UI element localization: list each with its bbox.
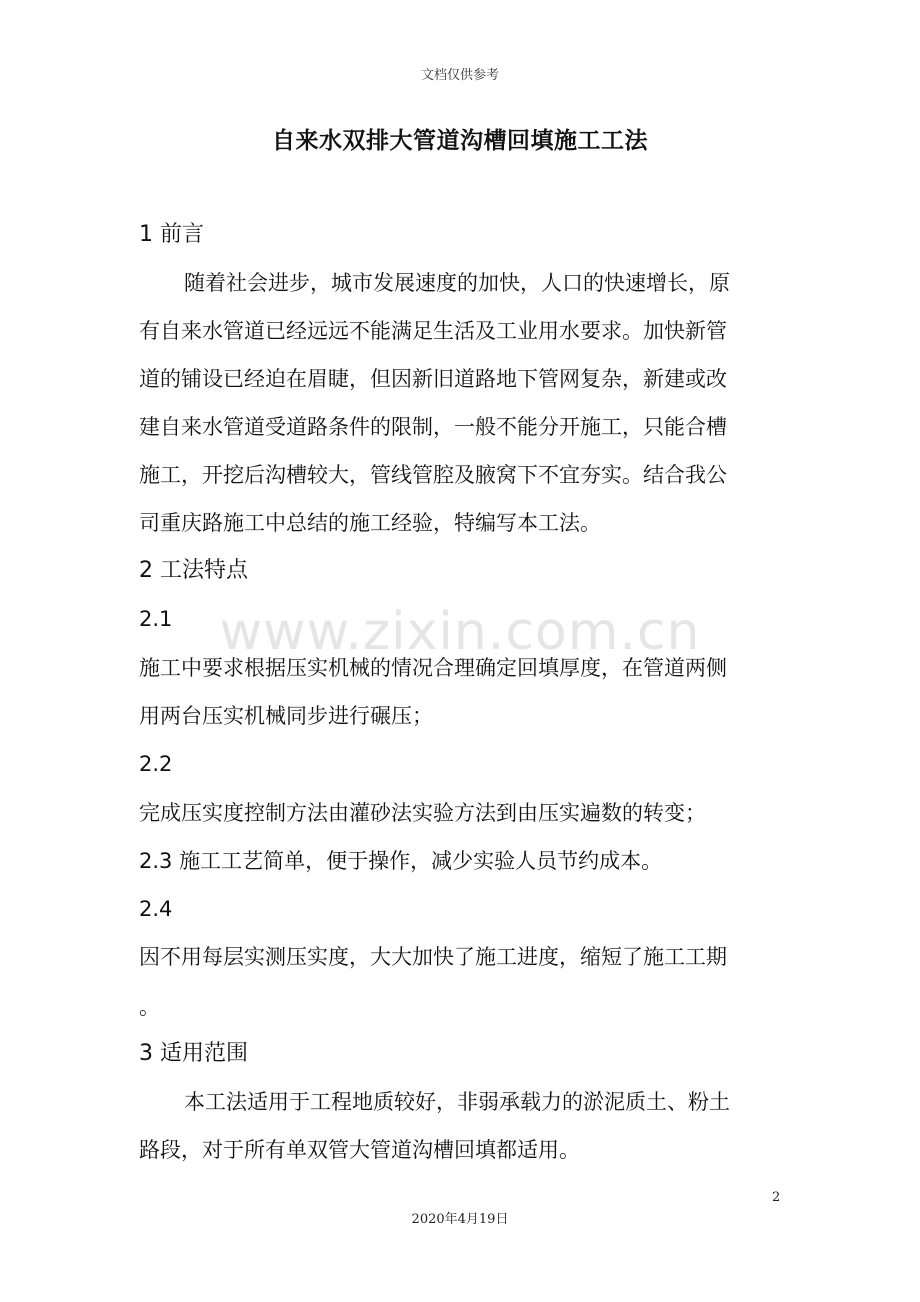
- paragraph-line: 随着社会进步，城市发展速度的加快，人口的快速增长，原: [184, 271, 730, 295]
- section-heading-features: 2 工法特点: [139, 558, 248, 583]
- item-number: 2.4: [139, 897, 173, 921]
- paragraph-line: 道的铺设已经迫在眉睫，但因新旧道路地下管网复杂，新建或改: [139, 367, 727, 391]
- paragraph-line: 2.3 施工工艺简单，便于操作，减少实验人员节约成本。: [139, 849, 663, 873]
- paragraph-line: 。: [139, 995, 160, 1019]
- paragraph-line: 因不用每层实测压实度，大大加快了施工进度，缩短了施工工期: [139, 945, 727, 969]
- paragraph-line: 施工，开挖后沟槽较大，管线管腔及腋窝下不宜夯实。结合我公: [139, 463, 727, 487]
- paragraph-line: 用两台压实机械同步进行碾压；: [139, 704, 433, 728]
- paragraph-line: 司重庆路施工中总结的施工经验，特编写本工法。: [139, 511, 601, 535]
- paragraph-line: 建自来水管道受道路条件的限制，一般不能分开施工，只能合槽: [139, 415, 727, 439]
- footer-date: 2020年4月19日: [411, 1212, 509, 1227]
- document-title: 自来水双排大管道沟槽回填施工工法: [272, 128, 648, 154]
- header-note: 文档仅供参考: [420, 68, 499, 83]
- paragraph-line: 本工法适用于工程地质较好，非弱承载力的淤泥质土、粉土: [184, 1090, 730, 1114]
- paragraph-line: 路段，对于所有单双管大管道沟槽回填都适用。: [139, 1138, 580, 1162]
- watermark: www.zixin.com.cn: [219, 602, 701, 662]
- section-heading-preface: 1 前言: [139, 222, 204, 247]
- paragraph-line: 有自来水管道已经远远不能满足生活及工业用水要求。加快新管: [139, 319, 727, 343]
- item-number: 2.1: [139, 607, 173, 631]
- item-number: 2.2: [139, 752, 173, 776]
- paragraph-line: 施工中要求根据压实机械的情况合理确定回填厚度，在管道两侧: [139, 656, 727, 680]
- paragraph-line: 完成压实度控制方法由灌砂法实验方法到由压实遍数的转变；: [139, 801, 706, 825]
- section-heading-scope: 3 适用范围: [139, 1041, 248, 1066]
- page-number: 2: [772, 1190, 781, 1205]
